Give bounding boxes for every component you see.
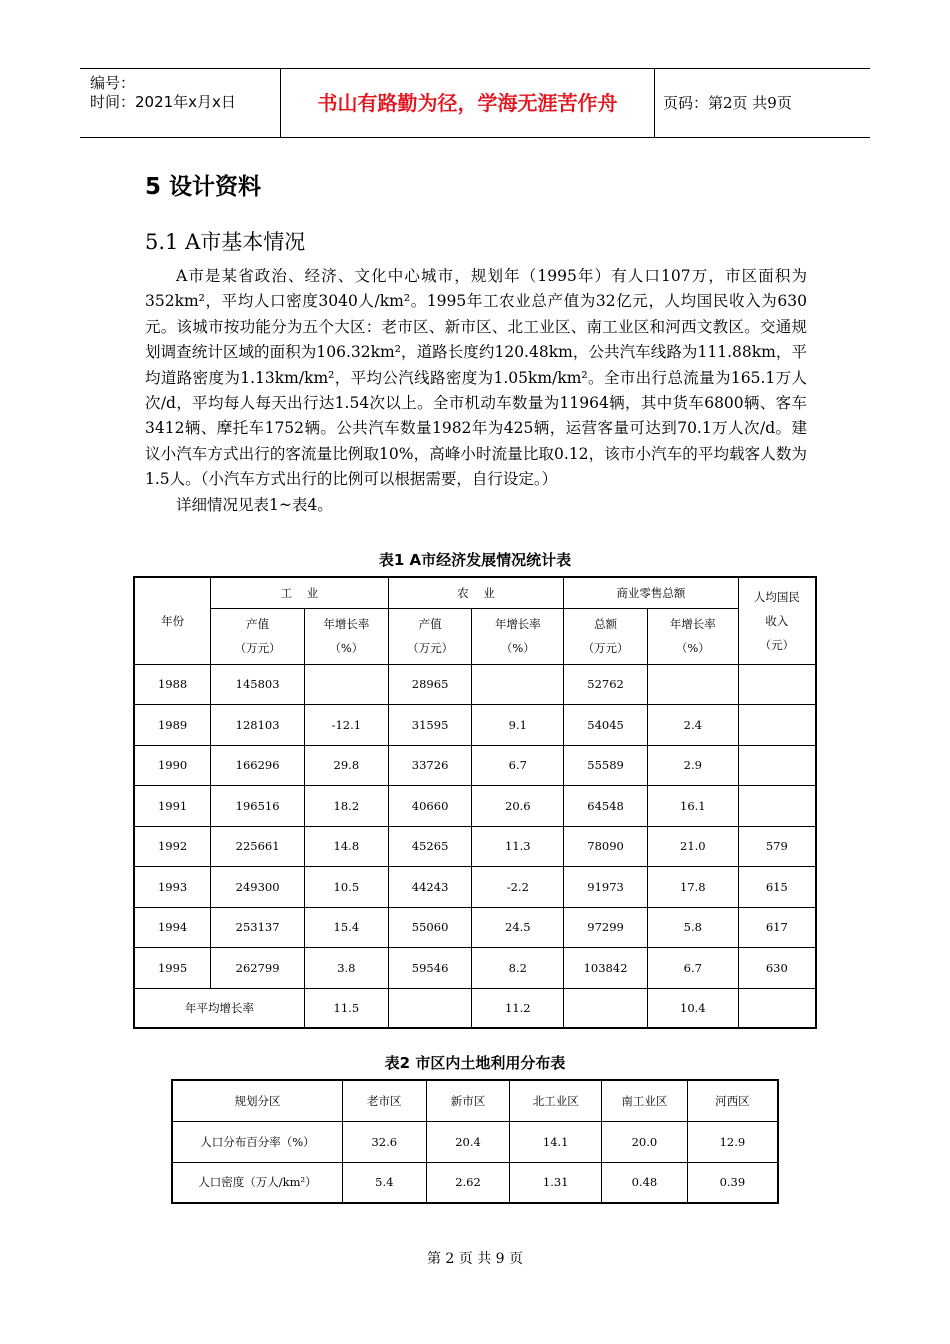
header-income: 人均国民 收入 （元） — [738, 577, 816, 664]
section-title: 5 设计资料 — [145, 174, 262, 200]
table-cell: 91973 — [564, 867, 648, 908]
table-cell — [738, 988, 816, 1028]
table-cell: 31595 — [388, 705, 472, 746]
table1-body — [134, 664, 816, 988]
year-cell: 1990 — [134, 745, 211, 786]
table-cell: 253137 — [211, 907, 305, 948]
table-cell: 3.8 — [304, 948, 388, 989]
table-row — [134, 745, 816, 786]
table-cell: 262799 — [211, 948, 305, 989]
page-footer: 第 2 页 共 9 页 — [426, 1251, 524, 1267]
table-cell — [738, 786, 816, 827]
table-cell: 人口分布百分率（%） — [172, 1121, 342, 1162]
year-cell: 1993 — [134, 867, 211, 908]
table-cell: 617 — [738, 907, 816, 948]
table-cell: 2.4 — [647, 705, 738, 746]
table-cell: 14.1 — [510, 1121, 602, 1162]
table-cell: 45265 — [388, 826, 472, 867]
table-cell: 32.6 — [342, 1121, 426, 1162]
header-agriculture: 农 业 — [388, 577, 563, 608]
year-cell: 1995 — [134, 948, 211, 989]
table-cell: 6.7 — [647, 948, 738, 989]
table-cell — [564, 988, 648, 1028]
body-text — [145, 264, 807, 518]
header-meta — [80, 69, 281, 137]
table-cell: 64548 — [564, 786, 648, 827]
section-subtitle: 5.1 A市基本情况 — [145, 230, 306, 254]
table-cell — [472, 664, 564, 705]
table-cell: 11.2 — [472, 988, 564, 1028]
economic-stats-table — [133, 576, 817, 1029]
table-cell: 11.3 — [472, 826, 564, 867]
table-cell: 5.8 — [647, 907, 738, 948]
table-row — [134, 826, 816, 867]
table-header-cell: 河西区 — [687, 1080, 778, 1121]
table-cell: 10.4 — [647, 988, 738, 1028]
table-cell — [738, 705, 816, 746]
year-cell: 1994 — [134, 907, 211, 948]
table-cell: 11.5 — [304, 988, 388, 1028]
table-cell: 29.8 — [304, 745, 388, 786]
table-cell: 5.4 — [342, 1162, 426, 1203]
table-cell — [388, 988, 472, 1028]
table-cell: 15.4 — [304, 907, 388, 948]
table-cell: 0.48 — [602, 1162, 688, 1203]
table-cell: 55060 — [388, 907, 472, 948]
year-cell: 1988 — [134, 664, 211, 705]
table-cell: 24.5 — [472, 907, 564, 948]
table-cell: 52762 — [564, 664, 648, 705]
table-cell: 人口密度（万人/km²） — [172, 1162, 342, 1203]
table-row — [134, 705, 816, 746]
table1-caption: 表1 A市经济发展情况统计表 — [378, 551, 572, 569]
header-industry-output: 产值 （万元） — [211, 608, 305, 664]
page-header — [80, 68, 870, 138]
header-retail: 商业零售总额 — [564, 577, 739, 608]
table-cell — [647, 664, 738, 705]
table-cell: 225661 — [211, 826, 305, 867]
table-cell: 103842 — [564, 948, 648, 989]
avg-label: 年平均增长率 — [134, 988, 304, 1028]
header-agri-output: 产值 （万元） — [388, 608, 472, 664]
table-cell: -12.1 — [304, 705, 388, 746]
table-cell: 145803 — [211, 664, 305, 705]
number-label: 编号： — [90, 74, 136, 92]
table-cell: 579 — [738, 826, 816, 867]
table-row — [172, 1121, 778, 1162]
table-header-cell: 新市区 — [426, 1080, 510, 1121]
table-cell: 1.31 — [510, 1162, 602, 1203]
table-cell: 12.9 — [687, 1121, 778, 1162]
table-cell: 28965 — [388, 664, 472, 705]
table-cell: 33726 — [388, 745, 472, 786]
table-row — [172, 1162, 778, 1203]
table-cell — [738, 664, 816, 705]
table2-header-row — [172, 1080, 778, 1121]
table-header-cell: 老市区 — [342, 1080, 426, 1121]
table-header-cell: 南工业区 — [602, 1080, 688, 1121]
table-cell: 128103 — [211, 705, 305, 746]
table-reference: 详细情况见表1~表4。 — [176, 495, 333, 514]
table-cell: 21.0 — [647, 826, 738, 867]
table-cell: 2.62 — [426, 1162, 510, 1203]
table-row — [134, 786, 816, 827]
table-cell: 17.8 — [647, 867, 738, 908]
year-cell: 1992 — [134, 826, 211, 867]
table-row — [134, 948, 816, 989]
table-cell: 166296 — [211, 745, 305, 786]
table-cell: 14.8 — [304, 826, 388, 867]
header-industry-growth: 年增长率 （%） — [304, 608, 388, 664]
table-cell: 615 — [738, 867, 816, 908]
table-header-cell: 北工业区 — [510, 1080, 602, 1121]
header-agri-growth: 年增长率 （%） — [472, 608, 564, 664]
table-cell: 249300 — [211, 867, 305, 908]
table-cell: 97299 — [564, 907, 648, 948]
header-retail-total: 总额 （万元） — [564, 608, 648, 664]
table-row — [134, 907, 816, 948]
header-retail-growth: 年增长率 （%） — [647, 608, 738, 664]
table-cell: 20.4 — [426, 1121, 510, 1162]
table-cell: 20.0 — [602, 1121, 688, 1162]
table-cell: 78090 — [564, 826, 648, 867]
table-cell — [304, 664, 388, 705]
table-cell: 54045 — [564, 705, 648, 746]
time-label: 时间：2021年x月x日 — [90, 93, 236, 111]
header-industry: 工 业 — [211, 577, 388, 608]
land-use-table — [171, 1079, 779, 1204]
year-cell: 1991 — [134, 786, 211, 827]
table-cell: 16.1 — [647, 786, 738, 827]
table-cell: 44243 — [388, 867, 472, 908]
motto: 书山有路勤为径，学海无涯苦作舟 — [281, 69, 655, 137]
table-cell: 55589 — [564, 745, 648, 786]
table-cell: 2.9 — [647, 745, 738, 786]
table-cell: 59546 — [388, 948, 472, 989]
table-cell: 8.2 — [472, 948, 564, 989]
page-info: 页码：第2页 共9页 — [663, 94, 792, 112]
header-year: 年份 — [134, 577, 211, 664]
table-header-cell: 规划分区 — [172, 1080, 342, 1121]
paragraph: A市是某省政治、经济、文化中心城市，规划年（1995年）有人口107万，市区面积为352km²，平均人口密度3040人/km²。1995年工农业总产值为32亿元，人均国民收入为630元。该城市按功能分为五个大区：老市区、新市区、北工业区、南工业区和河西文教区。交通规划调查统计区域的面积为106.32km²，道路长度约120.48km，公共汽车线路为111.88km，平均道路密度为1.13km/km²，平均公汽线路密度为1.05km/km²。全市出行总流量为165.1万人次/d，平均每人每天出行达1.54次以上。全市机动车数量为11964辆，其中货车6800辆、客车3412辆、摩托车1752辆。公共汽车数量1982年为425辆，运营客量可达到70.1万人次/d。建议小汽车方式出行的客流量比例取10%，高峰小时流量比取0.12，该市小汽车的平均载客人数为1.5人。（小汽车方式出行的比例可以根据需要，自行设定。） — [145, 267, 807, 489]
table-cell: 9.1 — [472, 705, 564, 746]
table-cell: 630 — [738, 948, 816, 989]
table-cell: 196516 — [211, 786, 305, 827]
table-cell: 18.2 — [304, 786, 388, 827]
year-cell: 1989 — [134, 705, 211, 746]
table-cell: -2.2 — [472, 867, 564, 908]
table-row — [134, 664, 816, 705]
table-cell — [738, 745, 816, 786]
table-cell: 10.5 — [304, 867, 388, 908]
table-cell: 0.39 — [687, 1162, 778, 1203]
table-cell: 40660 — [388, 786, 472, 827]
table-row — [134, 867, 816, 908]
average-row — [134, 988, 816, 1028]
table2-caption: 表2 市区内土地利用分布表 — [384, 1054, 566, 1072]
table-cell: 20.6 — [472, 786, 564, 827]
table-cell: 6.7 — [472, 745, 564, 786]
